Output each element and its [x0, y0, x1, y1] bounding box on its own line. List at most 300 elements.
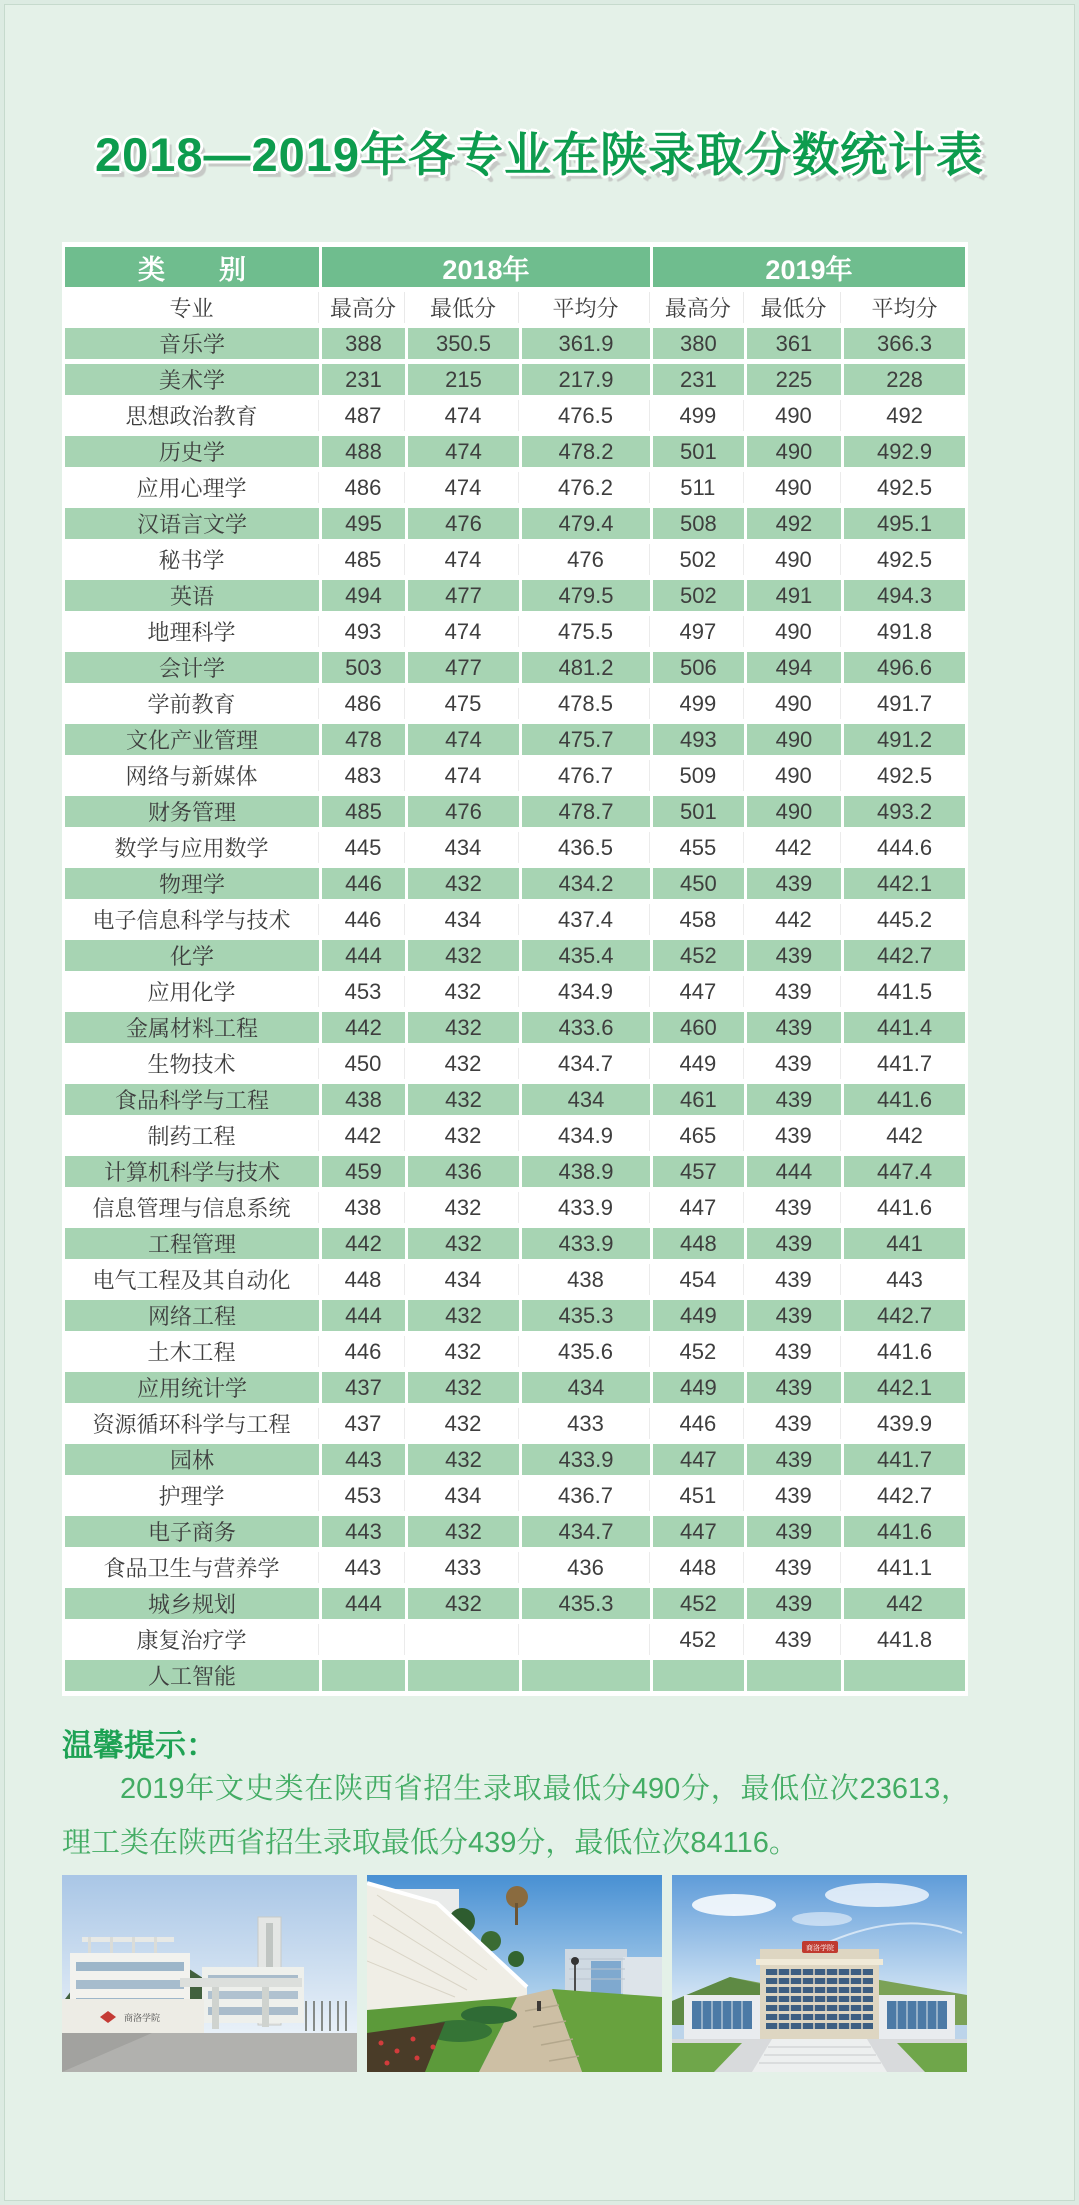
- score-cell: 439: [747, 1372, 841, 1403]
- score-cell: 441.1: [844, 1552, 965, 1583]
- score-cell: 231: [653, 364, 744, 395]
- table-row: [65, 436, 965, 467]
- score-cell: 490: [747, 796, 841, 827]
- score-cell: [522, 1624, 650, 1655]
- score-cell: 441.7: [844, 1048, 965, 1079]
- score-cell: 442: [747, 904, 841, 935]
- score-cell: 439: [747, 1444, 841, 1475]
- major-cell: 网络工程: [65, 1300, 319, 1331]
- score-cell: 444: [322, 940, 405, 971]
- major-cell: 应用化学: [65, 976, 319, 1007]
- page-title: 2018—2019年各专业在陕录取分数统计表: [94, 128, 985, 181]
- table-row: [65, 1048, 965, 1079]
- score-cell: 442: [322, 1012, 405, 1043]
- score-cell: 452: [653, 940, 744, 971]
- score-cell: 432: [408, 1588, 519, 1619]
- tip-title: 温馨提示：: [62, 1728, 217, 1763]
- score-cell: 434: [522, 1372, 650, 1403]
- score-cell: 442.7: [844, 1480, 965, 1511]
- table-row: [65, 508, 965, 539]
- score-cell: 508: [653, 508, 744, 539]
- score-cell: 492.5: [844, 760, 965, 791]
- major-cell: 学前教育: [65, 688, 319, 719]
- score-cell: 461: [653, 1084, 744, 1115]
- campus-gate-illustration: [62, 1875, 357, 2072]
- score-cell: 433.9: [522, 1192, 650, 1223]
- score-cell: 476: [408, 508, 519, 539]
- score-cell: 439: [747, 1552, 841, 1583]
- score-cell: 228: [844, 364, 965, 395]
- score-cell: 501: [653, 436, 744, 467]
- score-cell: 231: [322, 364, 405, 395]
- score-cell: 443: [844, 1264, 965, 1295]
- score-cell: 448: [653, 1552, 744, 1583]
- score-cell: 439: [747, 976, 841, 1007]
- table-row: [65, 1156, 965, 1187]
- score-cell: 452: [653, 1336, 744, 1367]
- score-cell: 492: [747, 508, 841, 539]
- score-cell: 452: [653, 1624, 744, 1655]
- table-row: [65, 1192, 965, 1223]
- building-roof-sign-text: 商洛学院: [806, 1945, 834, 1952]
- score-cell: 434.9: [522, 1120, 650, 1151]
- score-cell: [408, 1624, 519, 1655]
- score-cell: [322, 1660, 405, 1691]
- table-row: [65, 832, 965, 863]
- score-cell: 434: [522, 1084, 650, 1115]
- score-cell: 483: [322, 760, 405, 791]
- score-cell: 442: [844, 1120, 965, 1151]
- score-cell: 434.7: [522, 1516, 650, 1547]
- header-year-2018: 2018年: [322, 247, 650, 287]
- score-cell: 434: [408, 904, 519, 935]
- major-cell: 金属材料工程: [65, 1012, 319, 1043]
- score-cell: 439: [747, 1084, 841, 1115]
- score-cell: 490: [747, 724, 841, 755]
- score-cell: 449: [653, 1372, 744, 1403]
- table-row: [65, 688, 965, 719]
- score-cell: 501: [653, 796, 744, 827]
- score-cell: 491.7: [844, 688, 965, 719]
- score-cell: 446: [322, 904, 405, 935]
- score-cell: 446: [653, 1408, 744, 1439]
- score-cell: 441.8: [844, 1624, 965, 1655]
- score-cell: 476.5: [522, 400, 650, 431]
- table-subheader-row: [65, 292, 965, 323]
- table-row: [65, 976, 965, 1007]
- score-cell: 432: [408, 940, 519, 971]
- score-cell: 443: [322, 1444, 405, 1475]
- score-cell: 432: [408, 1444, 519, 1475]
- score-cell: 490: [747, 436, 841, 467]
- major-cell: 化学: [65, 940, 319, 971]
- score-cell: 451: [653, 1480, 744, 1511]
- score-cell: 478.7: [522, 796, 650, 827]
- score-cell: 441.5: [844, 976, 965, 1007]
- score-cell: 436.5: [522, 832, 650, 863]
- table-row: [65, 904, 965, 935]
- score-cell: 441.6: [844, 1192, 965, 1223]
- score-cell: 432: [408, 1372, 519, 1403]
- score-cell: 439: [747, 1408, 841, 1439]
- score-cell: 447: [653, 1192, 744, 1223]
- score-cell: 439: [747, 1048, 841, 1079]
- score-cell: 490: [747, 688, 841, 719]
- score-cell: 444.6: [844, 832, 965, 863]
- score-cell: 443: [322, 1516, 405, 1547]
- score-cell: 509: [653, 760, 744, 791]
- major-cell: 土木工程: [65, 1336, 319, 1367]
- table-row: [65, 328, 965, 359]
- major-cell: 生物技术: [65, 1048, 319, 1079]
- score-cell: 446: [322, 1336, 405, 1367]
- score-cell: 441.7: [844, 1444, 965, 1475]
- campus-main-building-photo: [672, 1875, 967, 2072]
- major-cell: 食品卫生与营养学: [65, 1552, 319, 1583]
- score-cell: 478: [322, 724, 405, 755]
- score-cell: 476: [408, 796, 519, 827]
- score-cell: 442.1: [844, 1372, 965, 1403]
- table-row: [65, 1444, 965, 1475]
- score-cell: 495: [322, 508, 405, 539]
- score-cell: 493: [322, 616, 405, 647]
- score-cell: 491: [747, 580, 841, 611]
- table-row: [65, 400, 965, 431]
- score-cell: 435.3: [522, 1588, 650, 1619]
- subheader-col-3: 平均分: [522, 292, 650, 323]
- score-cell: 477: [408, 580, 519, 611]
- score-cell: 432: [408, 1084, 519, 1115]
- score-cell: 444: [322, 1300, 405, 1331]
- score-cell: 495.1: [844, 508, 965, 539]
- table-row: [65, 760, 965, 791]
- score-cell: 502: [653, 580, 744, 611]
- score-cell: 439: [747, 1516, 841, 1547]
- score-cell: 476.7: [522, 760, 650, 791]
- table-row: [65, 1588, 965, 1619]
- major-cell: 人工智能: [65, 1660, 319, 1691]
- score-cell: 459: [322, 1156, 405, 1187]
- score-cell: 435.6: [522, 1336, 650, 1367]
- score-cell: 439: [747, 1624, 841, 1655]
- score-cell: 499: [653, 688, 744, 719]
- major-cell: 文化产业管理: [65, 724, 319, 755]
- score-cell: 439: [747, 940, 841, 971]
- score-cell: 491.8: [844, 616, 965, 647]
- table-row: [65, 1660, 965, 1691]
- score-cell: 439: [747, 1264, 841, 1295]
- score-cell: 434: [408, 1264, 519, 1295]
- tip-body: 2019年文史类在陕西省招生录取最低分490分，最低位次23613，理工类在陕西省招生录取最低分439分，最低位次84116。: [62, 1773, 970, 1859]
- campus-walkway-illustration: [367, 1875, 662, 2072]
- score-cell: 439: [747, 1300, 841, 1331]
- score-cell: 350.5: [408, 328, 519, 359]
- score-cell: 434: [408, 832, 519, 863]
- score-cell: 476.2: [522, 472, 650, 503]
- score-cell: 435.4: [522, 940, 650, 971]
- score-cell: 439: [747, 1588, 841, 1619]
- score-cell: 474: [408, 436, 519, 467]
- score-cell: 448: [653, 1228, 744, 1259]
- score-cell: 447: [653, 1444, 744, 1475]
- score-cell: 432: [408, 1300, 519, 1331]
- score-cell: 493.2: [844, 796, 965, 827]
- subheader-col-1: 最高分: [322, 292, 405, 323]
- score-cell: 449: [653, 1300, 744, 1331]
- major-cell: 城乡规划: [65, 1588, 319, 1619]
- score-cell: 490: [747, 760, 841, 791]
- score-cell: 502: [653, 544, 744, 575]
- score-cell: 474: [408, 472, 519, 503]
- major-cell: 历史学: [65, 436, 319, 467]
- score-cell: 474: [408, 544, 519, 575]
- score-cell: [747, 1660, 841, 1691]
- table-row: [65, 1264, 965, 1295]
- major-cell: 工程管理: [65, 1228, 319, 1259]
- score-cell: 380: [653, 328, 744, 359]
- score-cell: 494.3: [844, 580, 965, 611]
- score-cell: 443: [322, 1552, 405, 1583]
- score-cell: 494: [747, 652, 841, 683]
- score-cell: [408, 1660, 519, 1691]
- score-cell: 478.2: [522, 436, 650, 467]
- score-cell: 492.5: [844, 472, 965, 503]
- score-cell: 437.4: [522, 904, 650, 935]
- score-cell: 487: [322, 400, 405, 431]
- table-row: [65, 796, 965, 827]
- score-cell: 361.9: [522, 328, 650, 359]
- score-cell: 444: [747, 1156, 841, 1187]
- score-cell: 474: [408, 400, 519, 431]
- major-cell: 制药工程: [65, 1120, 319, 1151]
- score-cell: 485: [322, 544, 405, 575]
- campus-photos-strip: [62, 1875, 968, 2072]
- score-cell: 217.9: [522, 364, 650, 395]
- score-cell: 441.4: [844, 1012, 965, 1043]
- table-row: [65, 580, 965, 611]
- major-cell: 信息管理与信息系统: [65, 1192, 319, 1223]
- score-cell: 446: [322, 868, 405, 899]
- score-cell: 432: [408, 1120, 519, 1151]
- score-cell: 453: [322, 1480, 405, 1511]
- score-cell: 490: [747, 472, 841, 503]
- score-cell: 437: [322, 1408, 405, 1439]
- score-cell: 432: [408, 1192, 519, 1223]
- score-cell: 441: [844, 1228, 965, 1259]
- table-row: [65, 652, 965, 683]
- score-cell: 442: [747, 832, 841, 863]
- score-cell: 493: [653, 724, 744, 755]
- score-cell: 434.2: [522, 868, 650, 899]
- score-cell: 434.9: [522, 976, 650, 1007]
- score-cell: 432: [408, 1228, 519, 1259]
- score-cell: 439.9: [844, 1408, 965, 1439]
- score-table: [62, 242, 968, 1696]
- score-cell: 454: [653, 1264, 744, 1295]
- major-cell: 数学与应用数学: [65, 832, 319, 863]
- subheader-col-4: 最高分: [653, 292, 744, 323]
- campus-main-building-illustration: [672, 1875, 967, 2072]
- score-cell: 432: [408, 1408, 519, 1439]
- score-cell: 432: [408, 1048, 519, 1079]
- score-cell: 433: [522, 1408, 650, 1439]
- score-cell: 497: [653, 616, 744, 647]
- table-body: [65, 328, 965, 1691]
- score-cell: 476: [522, 544, 650, 575]
- table-row: [65, 1300, 965, 1331]
- score-cell: 478.5: [522, 688, 650, 719]
- score-cell: 433: [408, 1552, 519, 1583]
- score-cell: [522, 1660, 650, 1691]
- score-cell: 450: [322, 1048, 405, 1079]
- score-cell: 434: [408, 1480, 519, 1511]
- score-cell: 441.6: [844, 1336, 965, 1367]
- table-row: [65, 544, 965, 575]
- score-cell: 432: [408, 1336, 519, 1367]
- score-cell: 452: [653, 1588, 744, 1619]
- gate-sign-text: 商洛学院: [124, 2013, 161, 2023]
- score-cell: 453: [322, 976, 405, 1007]
- score-cell: 494: [322, 580, 405, 611]
- score-cell: [653, 1660, 744, 1691]
- header-year-2019: 2019年: [653, 247, 965, 287]
- score-cell: 490: [747, 400, 841, 431]
- major-cell: 食品科学与工程: [65, 1084, 319, 1115]
- score-cell: 442.1: [844, 868, 965, 899]
- score-cell: 485: [322, 796, 405, 827]
- campus-gate-photo: [62, 1875, 357, 2072]
- table-row: [65, 940, 965, 971]
- major-cell: 财务管理: [65, 796, 319, 827]
- score-cell: 225: [747, 364, 841, 395]
- major-cell: 网络与新媒体: [65, 760, 319, 791]
- score-cell: 475.7: [522, 724, 650, 755]
- score-cell: 506: [653, 652, 744, 683]
- score-cell: 447.4: [844, 1156, 965, 1187]
- score-cell: 439: [747, 1480, 841, 1511]
- score-cell: 474: [408, 724, 519, 755]
- score-cell: 438.9: [522, 1156, 650, 1187]
- score-cell: 433.6: [522, 1012, 650, 1043]
- major-cell: 英语: [65, 580, 319, 611]
- score-cell: 450: [653, 868, 744, 899]
- score-cell: 439: [747, 1012, 841, 1043]
- score-cell: 486: [322, 472, 405, 503]
- score-cell: 474: [408, 616, 519, 647]
- score-cell: 442: [322, 1120, 405, 1151]
- score-cell: 490: [747, 616, 841, 647]
- score-cell: 479.4: [522, 508, 650, 539]
- score-cell: 439: [747, 1336, 841, 1367]
- score-cell: 486: [322, 688, 405, 719]
- table-row: [65, 364, 965, 395]
- major-cell: 电子信息科学与技术: [65, 904, 319, 935]
- major-cell: 应用心理学: [65, 472, 319, 503]
- table-row: [65, 1012, 965, 1043]
- score-cell: 435.3: [522, 1300, 650, 1331]
- score-cell: [844, 1660, 965, 1691]
- score-cell: 460: [653, 1012, 744, 1043]
- score-cell: 490: [747, 544, 841, 575]
- score-cell: 496.6: [844, 652, 965, 683]
- score-cell: 441.6: [844, 1084, 965, 1115]
- campus-walkway-photo: [367, 1875, 662, 2072]
- table-row: [65, 1336, 965, 1367]
- score-cell: 475.5: [522, 616, 650, 647]
- major-cell: 秘书学: [65, 544, 319, 575]
- score-cell: 447: [653, 1516, 744, 1547]
- score-cell: 436.7: [522, 1480, 650, 1511]
- score-cell: 503: [322, 652, 405, 683]
- score-cell: 445: [322, 832, 405, 863]
- table-row: [65, 616, 965, 647]
- score-cell: 432: [408, 868, 519, 899]
- score-cell: 434.7: [522, 1048, 650, 1079]
- score-cell: 481.2: [522, 652, 650, 683]
- score-cell: 436: [522, 1552, 650, 1583]
- major-cell: 电气工程及其自动化: [65, 1264, 319, 1295]
- score-cell: 458: [653, 904, 744, 935]
- major-cell: 园林: [65, 1444, 319, 1475]
- major-cell: 资源循环科学与工程: [65, 1408, 319, 1439]
- score-cell: 438: [522, 1264, 650, 1295]
- score-cell: 432: [408, 1516, 519, 1547]
- score-cell: 442.7: [844, 940, 965, 971]
- table-row: [65, 724, 965, 755]
- major-cell: 地理科学: [65, 616, 319, 647]
- score-cell: 492.9: [844, 436, 965, 467]
- score-cell: 215: [408, 364, 519, 395]
- table-row: [65, 1084, 965, 1115]
- table-row: [65, 1624, 965, 1655]
- score-cell: 449: [653, 1048, 744, 1079]
- score-cell: 439: [747, 868, 841, 899]
- score-cell: 444: [322, 1588, 405, 1619]
- subheader-col-6: 平均分: [844, 292, 965, 323]
- table-header-row: [65, 247, 965, 287]
- score-cell: 488: [322, 436, 405, 467]
- major-cell: 应用统计学: [65, 1372, 319, 1403]
- score-cell: 474: [408, 760, 519, 791]
- score-cell: 442.7: [844, 1300, 965, 1331]
- table-row: [65, 472, 965, 503]
- major-cell: 物理学: [65, 868, 319, 899]
- score-cell: 448: [322, 1264, 405, 1295]
- score-cell: 491.2: [844, 724, 965, 755]
- score-cell: 432: [408, 1012, 519, 1043]
- score-cell: 437: [322, 1372, 405, 1403]
- score-cell: 442: [322, 1228, 405, 1259]
- score-cell: 492: [844, 400, 965, 431]
- major-cell: 康复治疗学: [65, 1624, 319, 1655]
- score-cell: 366.3: [844, 328, 965, 359]
- major-cell: 计算机科学与技术: [65, 1156, 319, 1187]
- score-cell: 438: [322, 1084, 405, 1115]
- score-cell: 479.5: [522, 580, 650, 611]
- score-cell: 492.5: [844, 544, 965, 575]
- score-cell: 439: [747, 1228, 841, 1259]
- score-cell: 438: [322, 1192, 405, 1223]
- table-row: [65, 1372, 965, 1403]
- score-cell: 361: [747, 328, 841, 359]
- score-cell: 388: [322, 328, 405, 359]
- table-row: [65, 868, 965, 899]
- score-cell: 499: [653, 400, 744, 431]
- score-cell: 439: [747, 1120, 841, 1151]
- header-category: 类 别: [65, 247, 319, 287]
- subheader-col-5: 最低分: [747, 292, 841, 323]
- score-cell: 475: [408, 688, 519, 719]
